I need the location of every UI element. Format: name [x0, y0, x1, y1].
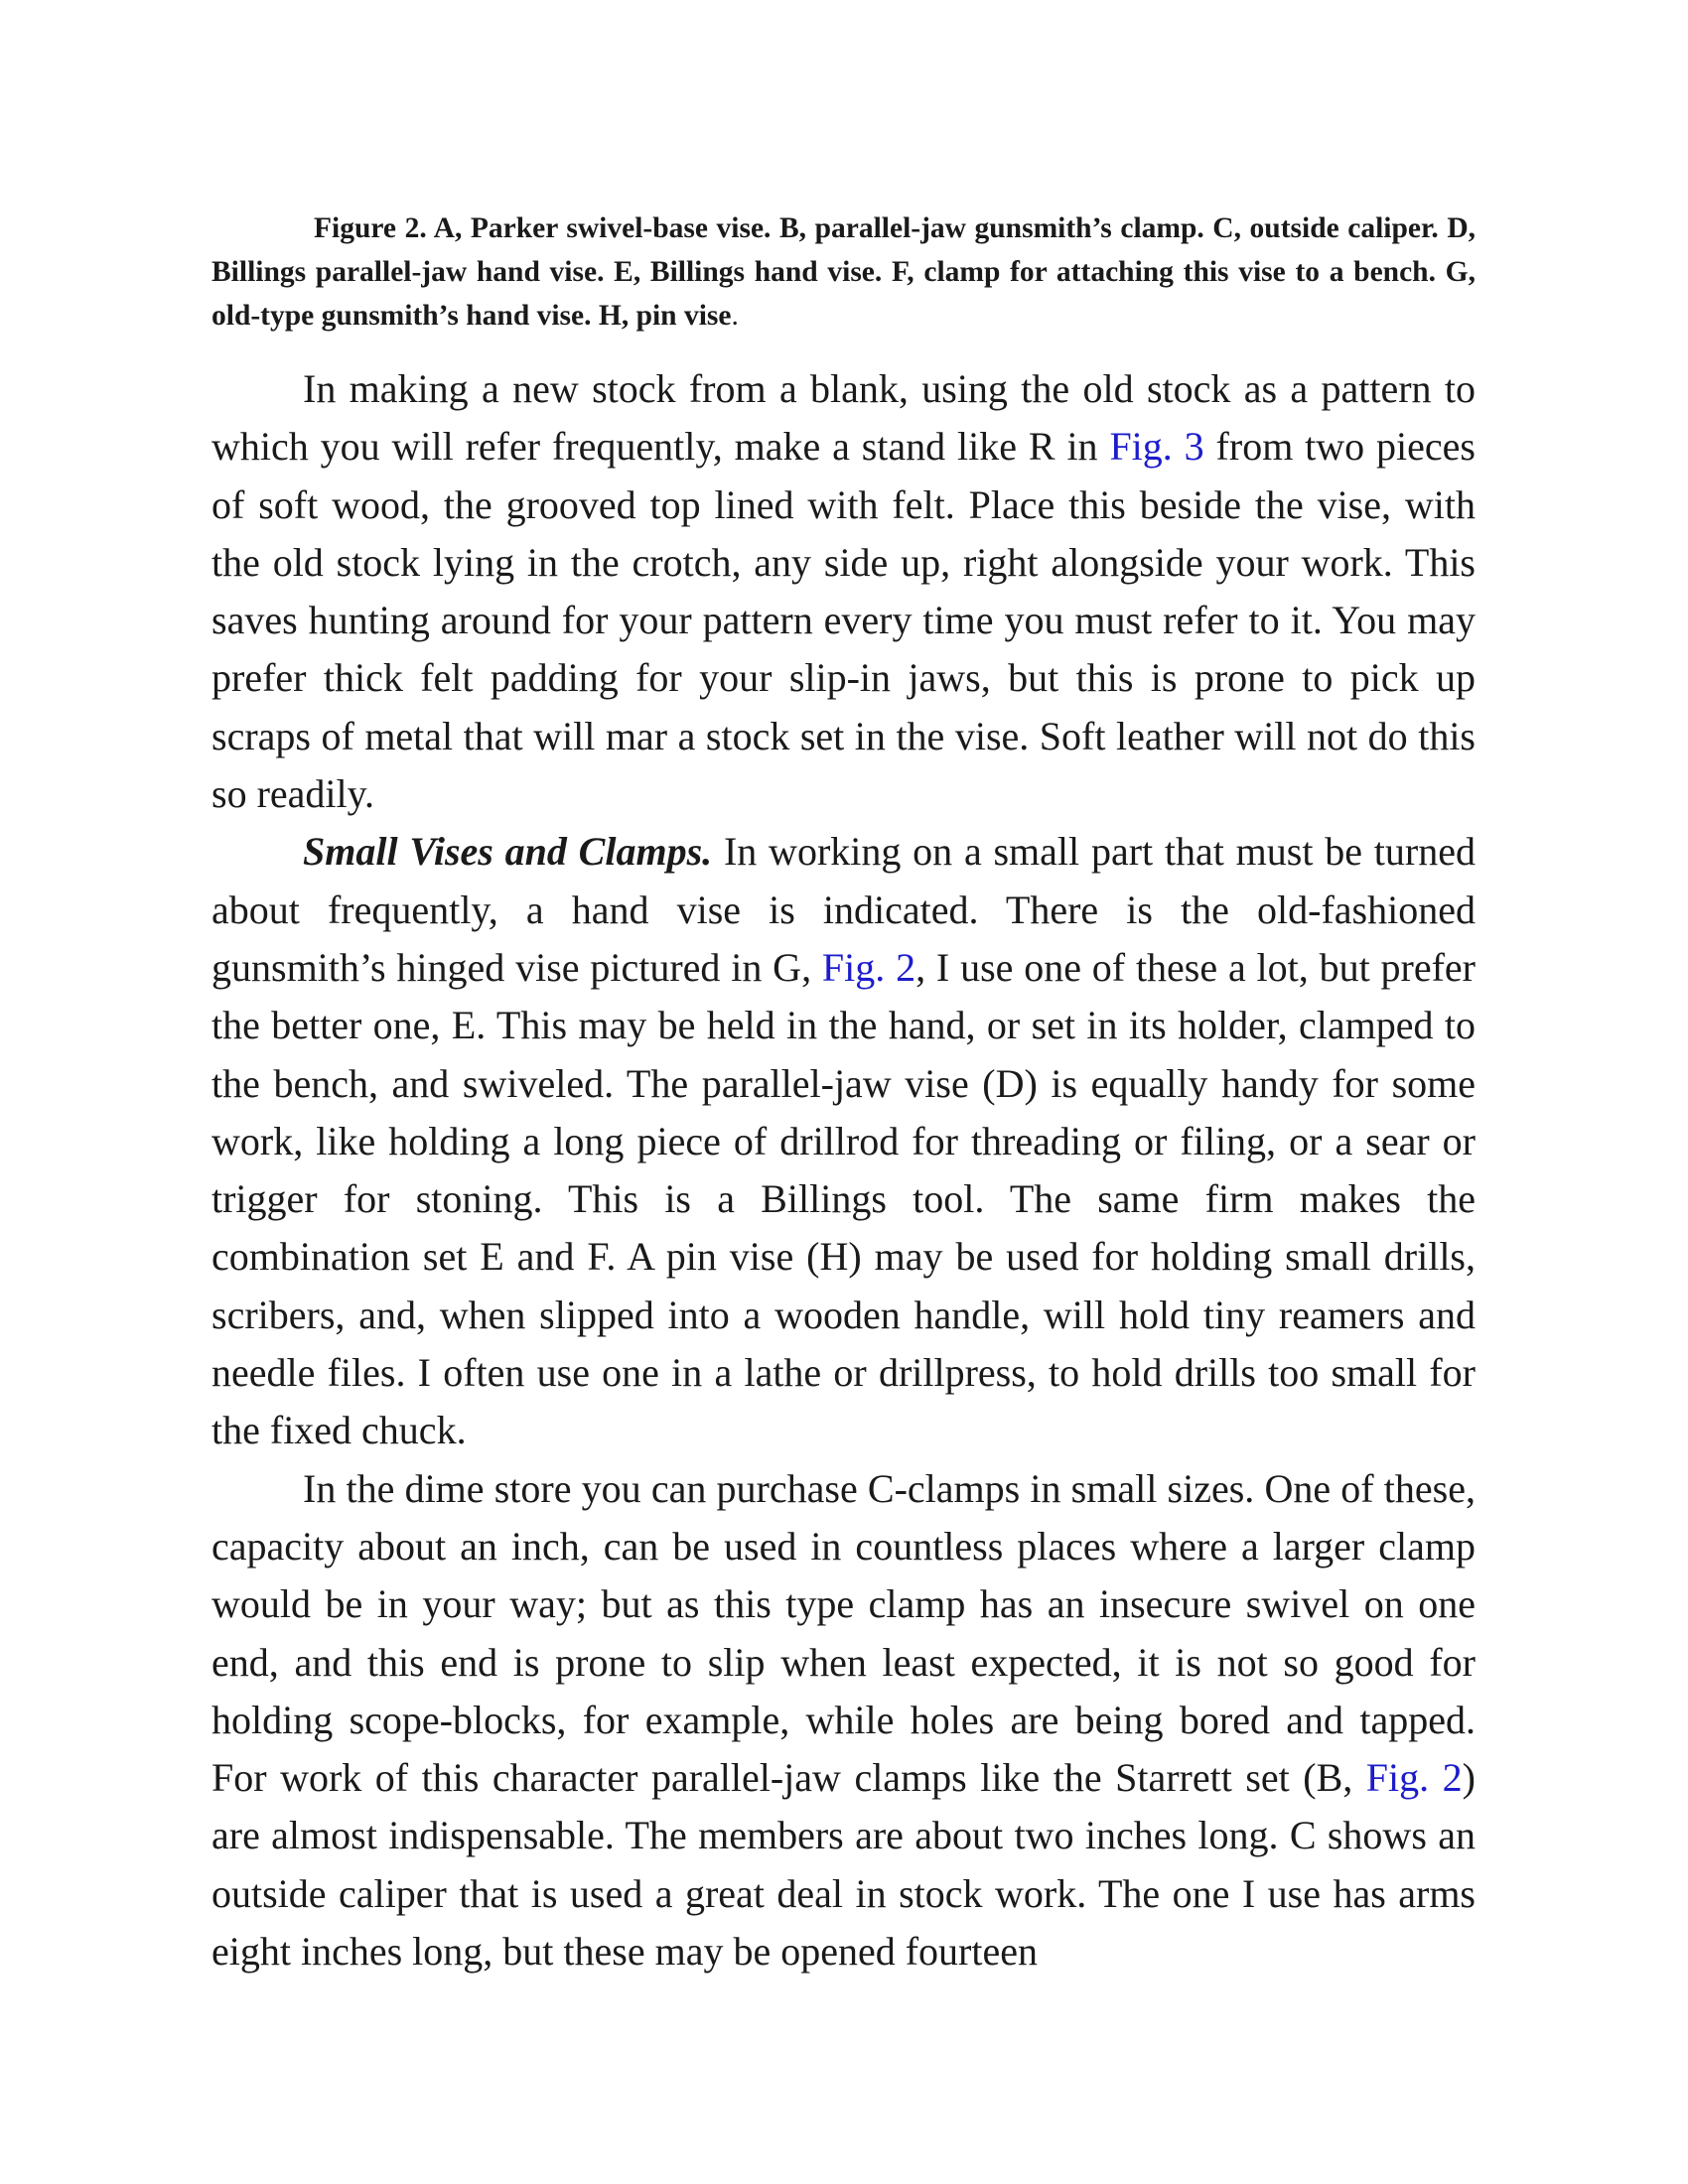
paragraph-small-vises	[211, 823, 1476, 1459]
paragraph-text: ) are almost indispensable. The members are about two inches long. C shows an outside caliper that is used a great deal in stock work. The one I use has arms eight inches long, but these may be opened fourteen	[211, 1755, 1476, 1975]
paragraph-text: In the dime store you can purchase C-clamps in small sizes. One of these, capacity about an inch, can be used in countless places where a larger clamp would be in your way; but as this type clamp has an insecure swivel on one end, and this end is prone to slip when least expected, it is not so good for holding scope-blocks, for example, while holes are being bored and tapped. For work of this character parallel-jaw clamps like the Starrett set (B,	[211, 1465, 1476, 1801]
figure-caption	[211, 206, 1476, 338]
page-body	[211, 206, 1476, 1980]
fig-2-link[interactable]: Fig. 2	[821, 944, 916, 990]
paragraph-text: from two pieces of soft wood, the grooved top lined with felt. Place this beside the vise, with the old stock lying in the crotch, any side up, right alongside your work. This saves hunting around for your pattern every time you must refer to it. You may prefer thick felt padding for your slip-in jaws, but this is prone to pick up scraps of metal that will mar a stock set in the vise. Soft leather will not do this so readily.	[211, 424, 1476, 817]
paragraph-text: In working on a small part that must be turned about frequently, a hand vise is indicated. There is the old-fashioned gunsmith’s hinged vise pictured in G,	[211, 829, 1476, 990]
fig-3-link[interactable]: Fig. 3	[1109, 424, 1204, 470]
caption-text: Figure 2. A, Parker swivel-base vise. B, parallel-jaw gunsmith’s clamp. C, outside caliper. D, Billings parallel-jaw hand vise. E, Billings hand vise. F, clamp for attaching this vise to a bench. G, old-type gunsmith’s hand vise. H, pin vise	[211, 212, 1476, 332]
section-heading: Small Vises and Clamps.	[303, 829, 713, 875]
caption-period: .	[731, 300, 739, 332]
fig-2-link[interactable]: Fig. 2	[1365, 1755, 1463, 1801]
paragraph-text: , I use one of these a lot, but prefer the better one, E. This may be held in the hand, or set in its holder, clamped to the bench, and swiveled. The parallel-jaw vise (D) is equally handy for some work, like holding a long piece of drillrod for threading or filing, or a sear or trigger for stoning. This is a Billings tool. The same firm makes the combination set E and F. A pin vise (H) may be used for holding small drills, scribers, and, when slipped into a wooden handle, will hold tiny reamers and needle files. I often use one in a lathe or drillpress, to hold drills too small for the fixed chuck.	[211, 944, 1476, 1453]
paragraph-text: In making a new stock from a blank, using the old stock as a pattern to which you will refer frequently, make a stand like R in	[211, 366, 1476, 470]
paragraph-stock-pattern	[211, 360, 1476, 823]
paragraph-c-clamps	[211, 1460, 1476, 1981]
